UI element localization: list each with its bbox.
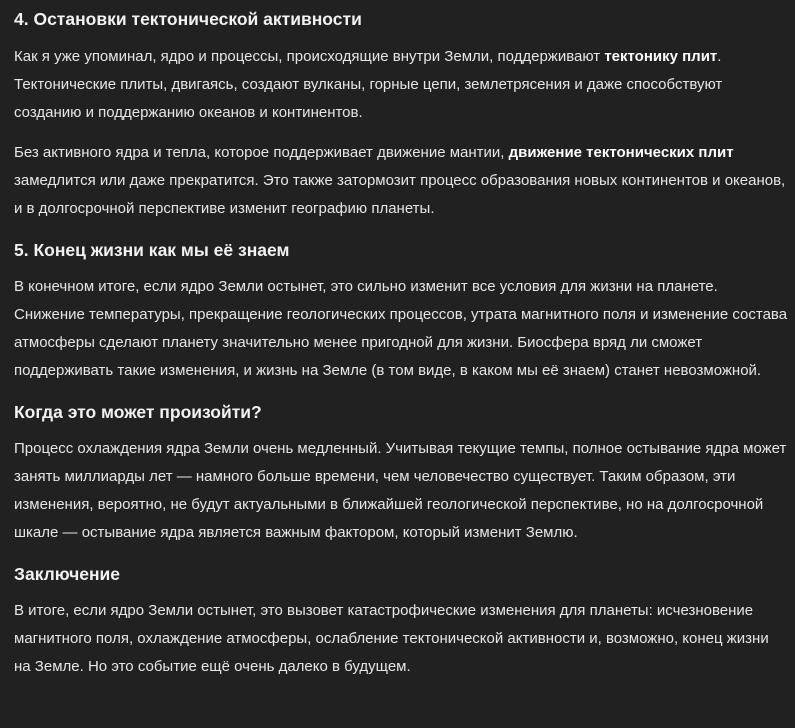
when-paragraph: Процесс охлаждения ядра Земли очень медленный. Учитывая текущие темпы, полное остывание ядра может занять миллиарды лет — намного больше времени, чем человечество существует. Таким образом, эти изменения, вероятно, не будут актуальными в ближайшей геологической перспективе, но на долгосрочной шкале — остывание ядра является важным фактором, который изменит Землю. <box>14 440 787 541</box>
section-4-paragraph-1 <box>14 43 789 127</box>
text-span: . Тектонические плиты, двигаясь, создают вулканы, горные цепи, землетрясения и даже способствуют созданию и поддержанию океанов и континентов. <box>14 48 723 121</box>
when-heading: Когда это может произойти? <box>14 402 262 422</box>
chat-message-content <box>14 6 789 681</box>
text-span: Без активного ядра и тепла, которое поддерживает движение мантии, <box>14 144 509 161</box>
section-5-paragraph: В конечном итоге, если ядро Земли остынет, это сильно изменит все условия для жизни на планете. Снижение температуры, прекращение геологических процессов, утрата магнитного поля и изменение состава атмосферы сделают планету значительно менее пригодной для жизни. Биосфера вряд ли сможет поддерживать такие изменения, и жизнь на Земле (в том виде, в каком мы её знаем) станет невозможной. <box>14 278 788 379</box>
text-span: замедлится или даже прекратится. Это также затормозит процесс образования новых континентов и океанов, и в долгосрочной перспективе изменит географию планеты. <box>14 172 786 217</box>
conclusion-paragraph: В итоге, если ядро Земли остынет, это вызовет катастрофические изменения для планеты: исчезновение магнитного поля, охлаждение атмосферы, ослабление тектонической активности и, возможно, конец жизни на Земле. Но это событие ещё очень далеко в будущем. <box>14 602 769 675</box>
text-span: Как я уже упоминал, ядро и процессы, происходящие внутри Земли, поддерживают <box>14 48 605 65</box>
section-5-heading: 5. Конец жизни как мы её знаем <box>14 240 290 260</box>
bold-text: тектонику плит <box>604 48 718 65</box>
conclusion-heading: Заключение <box>14 564 121 584</box>
section-4-paragraph-2 <box>14 139 789 223</box>
section-4-heading: 4. Остановки тектонической активности <box>14 9 362 29</box>
bold-text: движение тектонических плит <box>508 144 734 161</box>
